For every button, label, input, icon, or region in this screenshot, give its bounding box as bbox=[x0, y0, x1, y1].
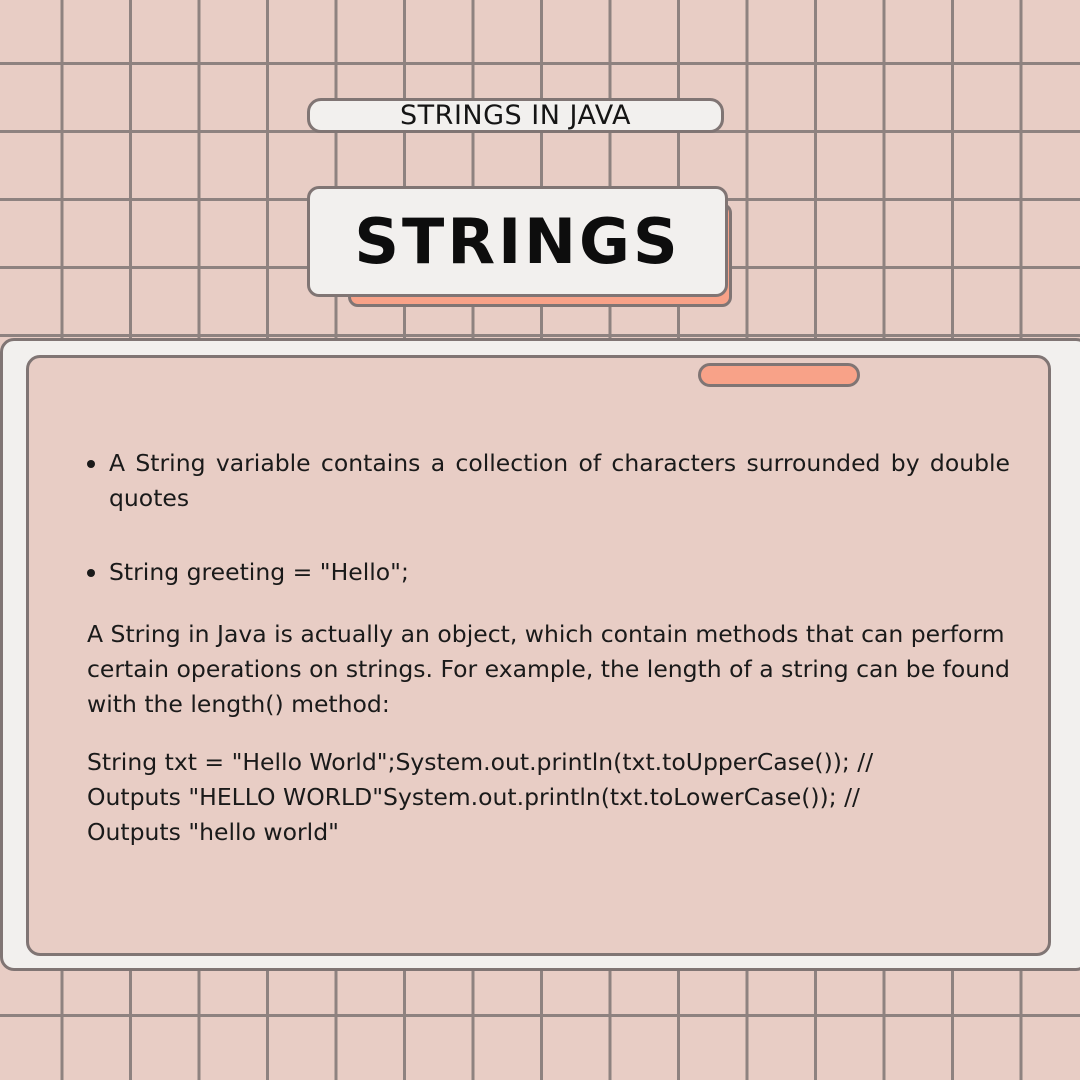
title-box bbox=[307, 186, 728, 297]
code-line: Outputs "HELLO WORLD"System.out.println(txt.toLowerCase()); // bbox=[87, 783, 860, 811]
page-title: STRINGS bbox=[354, 205, 681, 278]
description-paragraph: A String in Java is actually an object, which contain methods that can perform certain operations on strings. For example, the length of a string can be found with the length() method: bbox=[87, 620, 1010, 718]
subtitle-text: STRINGS IN JAVA bbox=[400, 100, 631, 131]
content-body bbox=[87, 446, 1010, 850]
accent-tab-decoration bbox=[698, 363, 860, 387]
code-example bbox=[87, 745, 1010, 850]
list-item: String greeting = "Hello"; bbox=[87, 555, 1010, 590]
subtitle-pill bbox=[307, 98, 724, 133]
code-line: Outputs "hello world" bbox=[87, 818, 339, 846]
code-line: String txt = "Hello World";System.out.println(txt.toUpperCase()); // bbox=[87, 748, 874, 776]
list-item: A String variable contains a collection of characters surrounded by double quotes bbox=[87, 446, 1010, 516]
